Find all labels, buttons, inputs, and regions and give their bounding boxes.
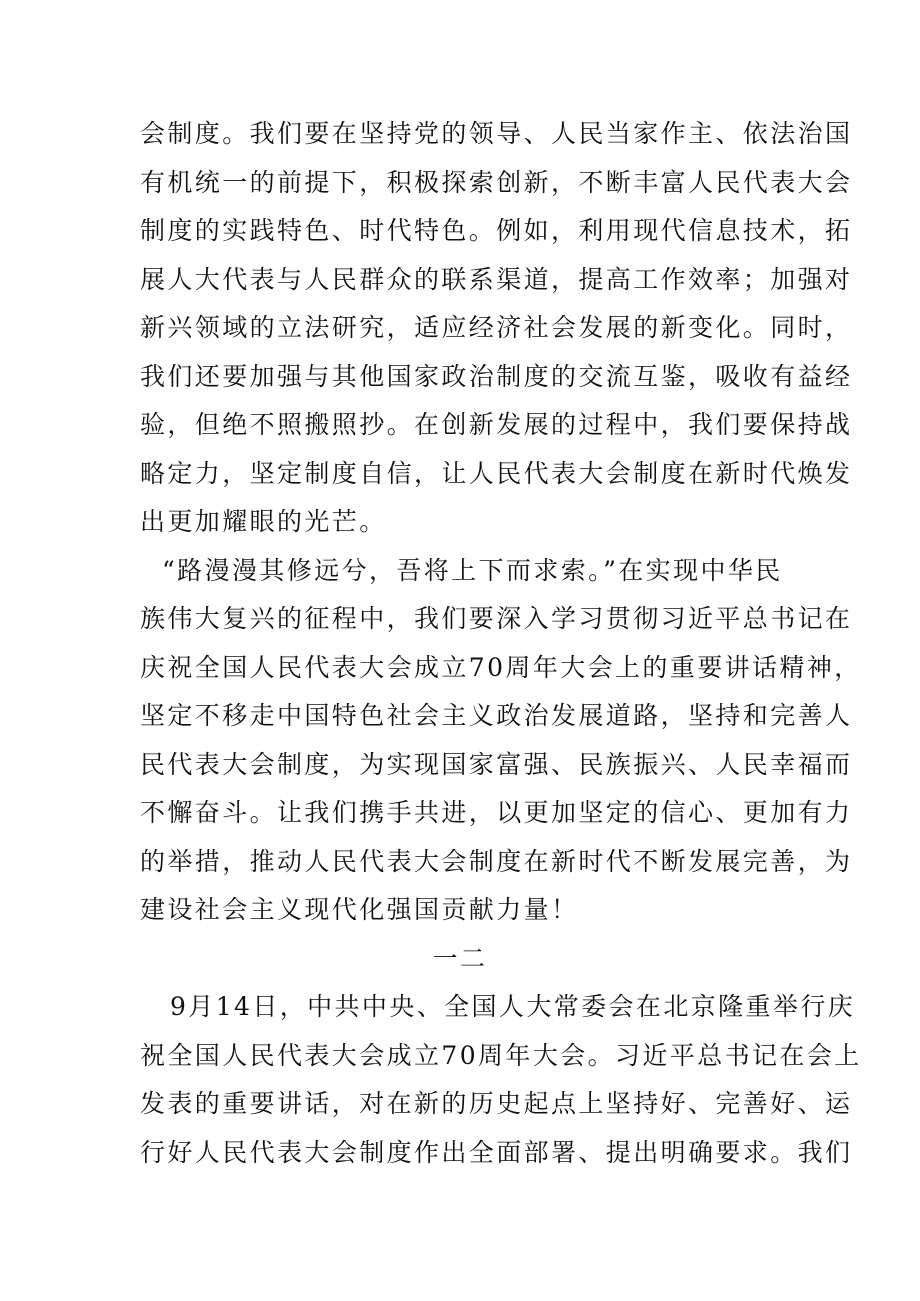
paragraph-2 (140, 547, 862, 935)
paragraph-line: 发表的重要讲话，对在新的历史起点上坚持好、完善好、运 (140, 1089, 853, 1118)
section-heading: 一二 (432, 943, 488, 973)
paragraph-line: “路漫漫其修远兮，吾将上下而求索。”在实现中华民 (162, 555, 783, 585)
paragraph-line: 验，但绝不照搬照抄。在创新发展的过程中，我们要保持战 (140, 410, 853, 439)
paragraph-line: 族伟大复兴的征程中，我们要深入学习贯彻习近平总书记在 (140, 604, 853, 633)
paragraph-line: 会制度。我们要在坚持党的领导、人民当家作主、依法治国 (140, 119, 853, 148)
paragraph-line: 祝全国人民代表大会成立70周年大会。习近平总书记在会上 (140, 1040, 862, 1070)
paragraph-line: 不懈奋斗。让我们携手共进，以更加坚定的信心、更加有力 (140, 798, 853, 827)
paragraph-1 (140, 110, 853, 547)
paragraph-line: 展人大代表与人民群众的联系渠道，提高工作效率；加强对 (140, 264, 853, 294)
paragraph-line: 9月14日，中共中央、全国人大常委会在北京隆重举行庆 (170, 992, 856, 1021)
paragraph-line: 民代表大会制度，为实现国家富强、民族振兴、人民幸福而 (140, 749, 853, 779)
paragraph-line: 我们还要加强与其他国家政治制度的交流互鉴，吸收有益经 (140, 361, 853, 391)
paragraph-line: 行好人民代表大会制度作出全面部署、提出明确要求。我们 (140, 1137, 853, 1167)
paragraph-3 (140, 983, 862, 1177)
paragraph-line: 的举措，推动人民代表大会制度在新时代不断发展完善，为 (140, 846, 853, 876)
document-page (140, 110, 862, 1177)
paragraph-line: 庆祝全国人民代表大会成立70周年大会上的重要讲话精神， (140, 652, 862, 682)
paragraph-line: 建设社会主义现代化强国贡献力量！ (140, 895, 579, 924)
paragraph-line: 新兴领域的立法研究，适应经济社会发展的新变化。同时， (140, 313, 853, 342)
paragraph-line: 出更加耀眼的光芒。 (140, 507, 387, 536)
paragraph-line: 制度的实践特色、时代特色。例如，利用现代信息技术，拓 (140, 216, 853, 245)
paragraph-line: 坚定不移走中国特色社会主义政治发展道路，坚持和完善人 (140, 701, 853, 730)
paragraph-line: 略定力，坚定制度自信，让人民代表大会制度在新时代焕发 (140, 458, 853, 488)
paragraph-line: 有机统一的前提下，积极探索创新，不断丰富人民代表大会 (140, 167, 853, 197)
